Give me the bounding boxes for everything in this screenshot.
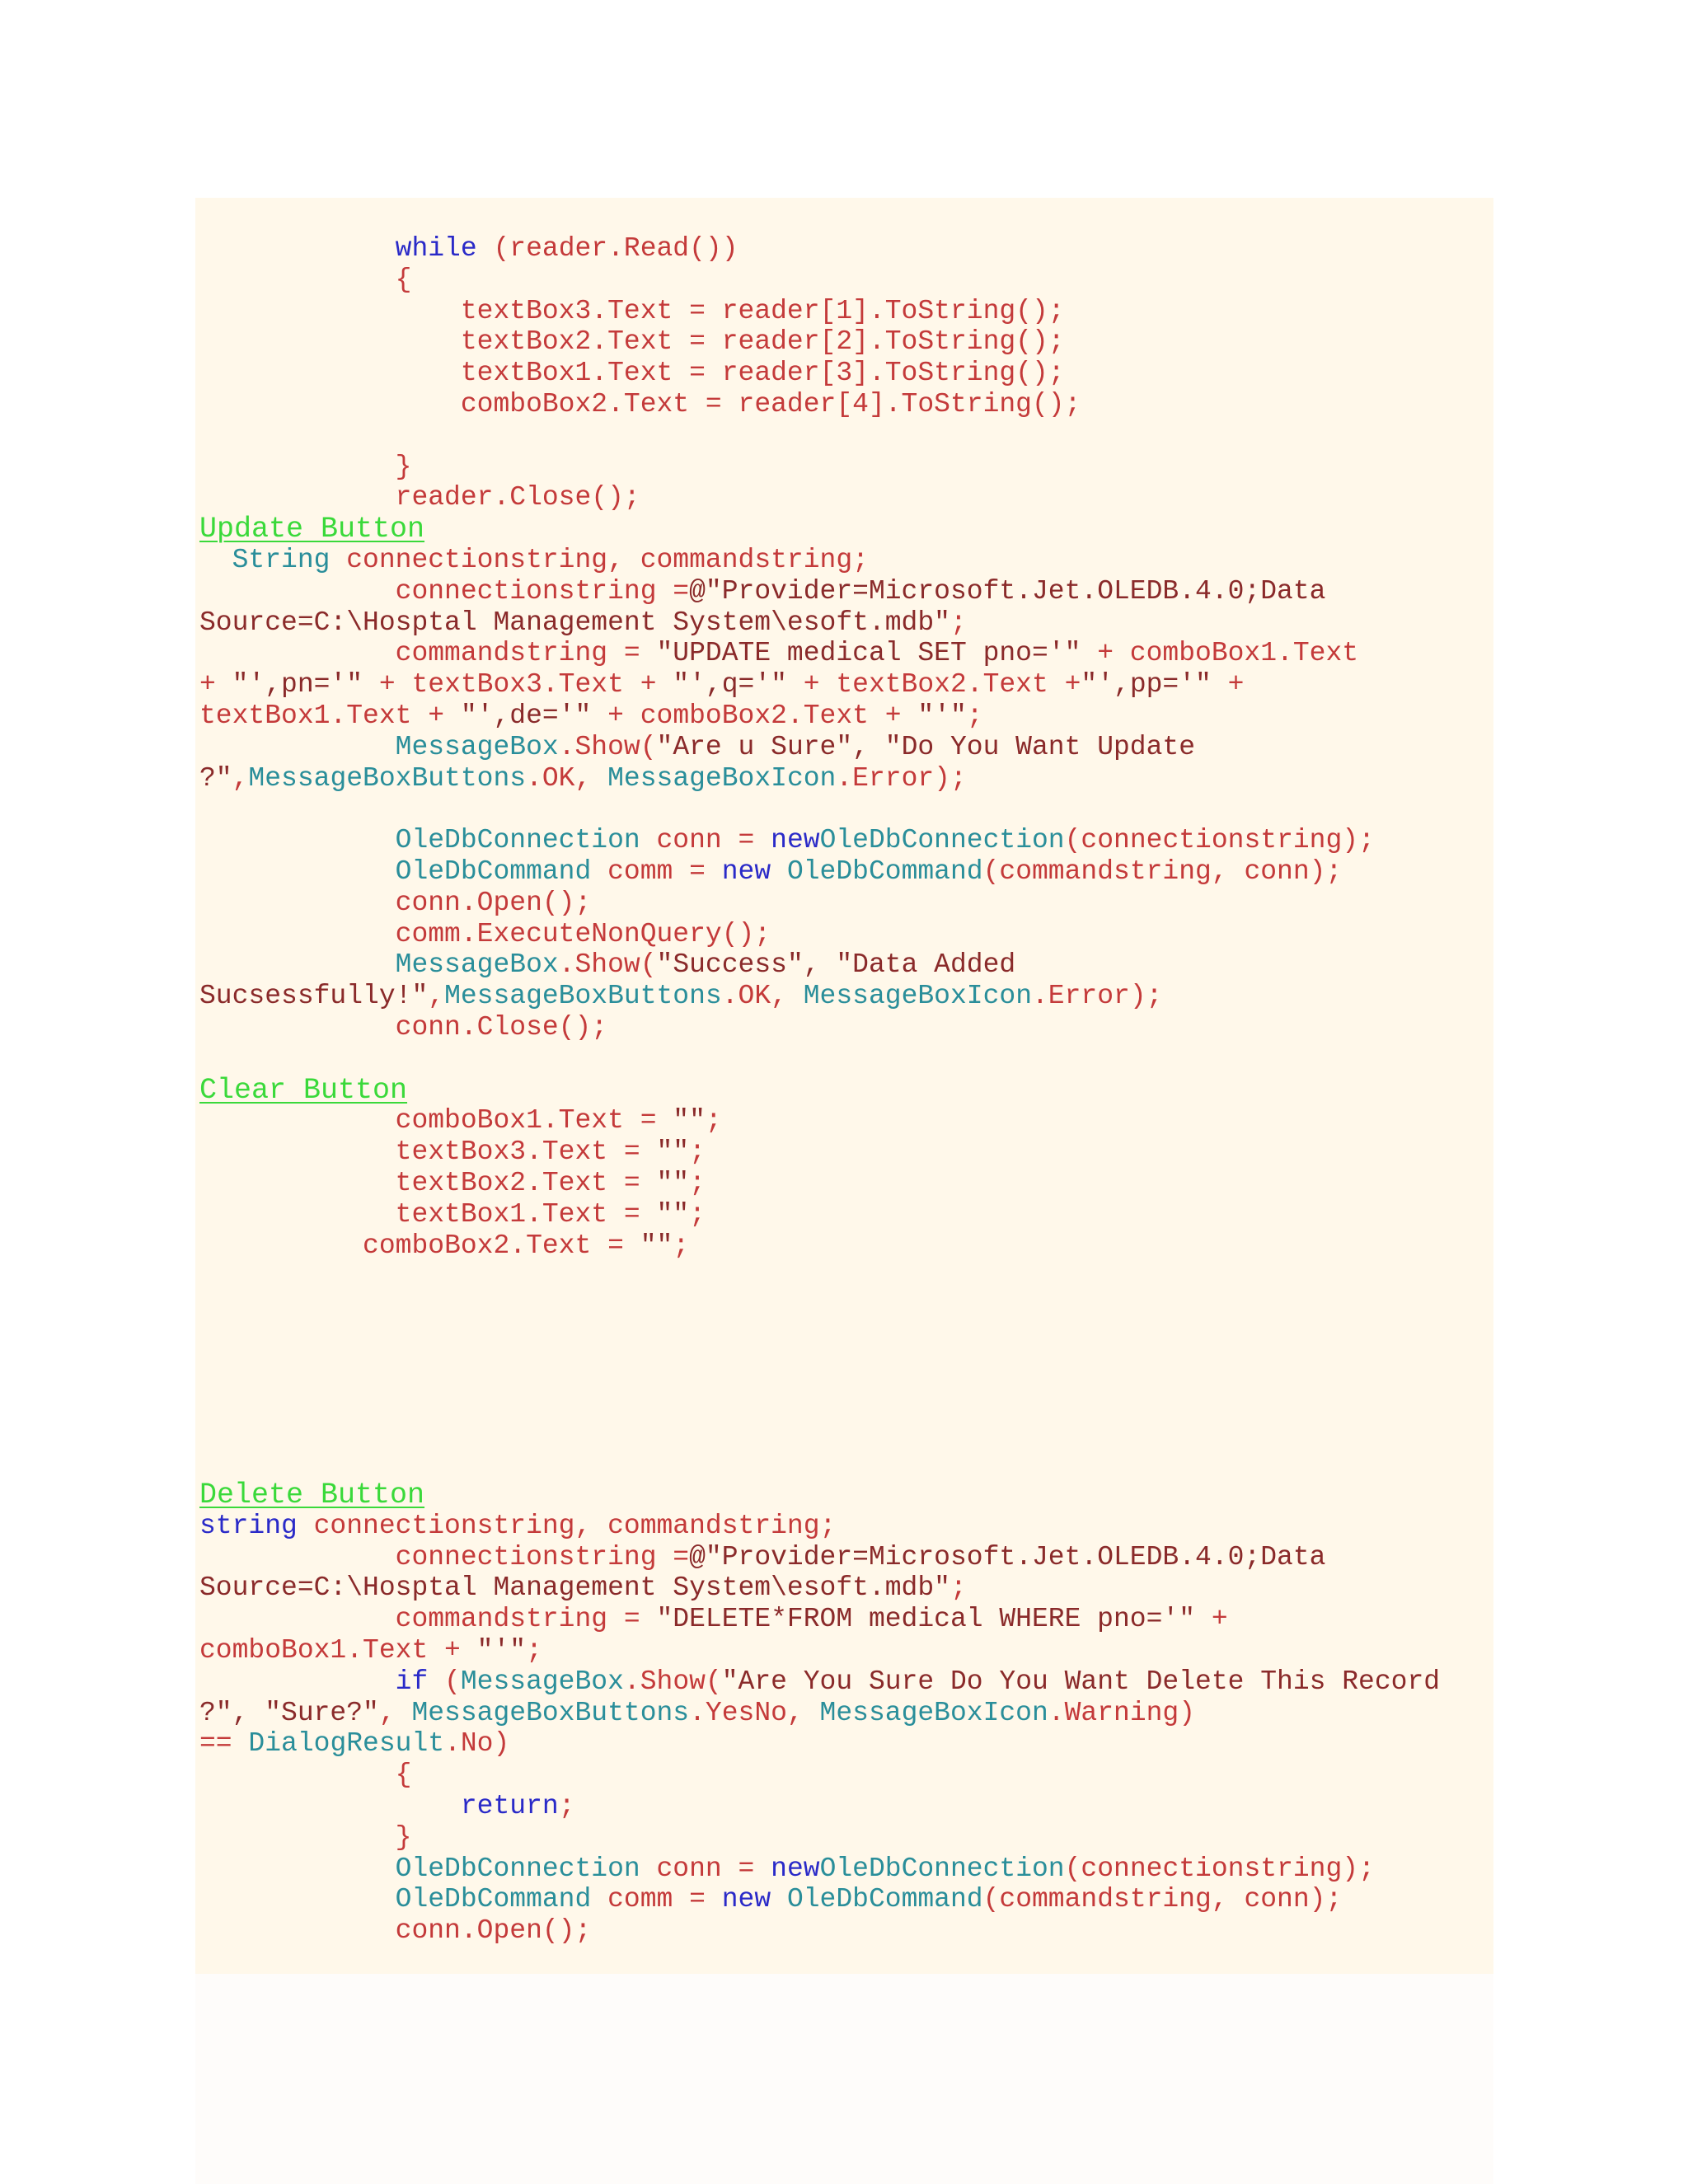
code-token: ;	[673, 1230, 690, 1261]
code-token: "',pn='"	[232, 669, 363, 701]
code-token: comboBox1.Text =	[395, 1105, 673, 1137]
code-indent	[199, 1542, 396, 1572]
code-line	[199, 326, 1065, 358]
code-token	[771, 1884, 787, 1915]
code-token: .Error);	[1032, 981, 1163, 1012]
code-token: DialogResult	[248, 1728, 445, 1760]
code-token: textBox1.Text +	[199, 701, 461, 731]
code-line	[199, 1791, 575, 1822]
code-indent	[199, 1822, 396, 1853]
code-token: new	[771, 1853, 820, 1884]
code-token: connectionstring =	[395, 1541, 690, 1572]
code-token: ;	[950, 1572, 967, 1604]
code-indent	[199, 1884, 396, 1915]
code-token: (commandstring, conn);	[982, 856, 1343, 887]
code-token: ""	[656, 1137, 690, 1168]
code-token: MessageBoxIcon	[607, 762, 837, 794]
code-line	[199, 358, 1065, 389]
code-token: .YesNo,	[689, 1697, 820, 1728]
code-token: string	[199, 1510, 298, 1541]
code-token: textBox2.Text =	[395, 1168, 657, 1198]
code-token: "Are You Sure Do You Want Delete This Record	[721, 1666, 1441, 1697]
code-line	[199, 949, 1015, 981]
code-token: "Success", "Data Added	[656, 949, 1016, 981]
code-line	[199, 1760, 411, 1791]
code-token: MessageBoxIcon	[803, 981, 1032, 1012]
code-indent	[199, 482, 396, 513]
code-indent	[199, 1666, 396, 1697]
code-token: conn =	[640, 1853, 771, 1884]
code-token: ,	[378, 1697, 412, 1728]
code-token: .OK,	[721, 981, 804, 1012]
code-token: + comboBox1.Text	[1081, 638, 1359, 669]
code-token: new	[721, 1884, 771, 1915]
code-token: "',pp='"	[1081, 669, 1212, 701]
code-token: if	[395, 1666, 429, 1697]
code-line	[199, 919, 771, 950]
code-indent	[199, 856, 396, 887]
code-token: {	[395, 1760, 412, 1791]
code-token: while	[395, 233, 477, 264]
code-token: ,	[232, 762, 249, 794]
code-token: new	[721, 856, 771, 887]
code-token: ;	[705, 1105, 722, 1137]
code-token: connectionstring, commandstring;	[297, 1510, 837, 1541]
code-line	[199, 607, 967, 639]
code-indent	[199, 825, 396, 855]
code-indent	[199, 1760, 396, 1790]
section-heading-text: Update Button	[199, 513, 425, 546]
code-token: ?"	[199, 762, 232, 794]
code-indent	[199, 296, 461, 326]
code-token: ==	[199, 1728, 249, 1760]
code-token: ;	[689, 1198, 706, 1230]
code-token: return	[460, 1791, 559, 1821]
code-indent	[199, 1199, 396, 1230]
code-indent	[199, 1915, 396, 1946]
code-line	[199, 825, 1375, 856]
code-token: OleDbCommand	[395, 1884, 592, 1915]
code-indent	[199, 452, 396, 482]
code-indent	[199, 1854, 396, 1884]
code-line	[199, 638, 1358, 669]
code-token: "UPDATE medical SET pno='"	[656, 638, 1081, 669]
code-line	[199, 888, 591, 919]
section-heading	[199, 513, 424, 545]
code-indent	[199, 389, 461, 419]
code-token: .Warning)	[1048, 1697, 1196, 1728]
code-line	[199, 1012, 607, 1043]
code-token: (commandstring, conn);	[982, 1884, 1343, 1915]
code-token: OleDbConnection	[819, 825, 1065, 856]
code-line	[199, 1230, 689, 1262]
section-heading-text: Clear Button	[199, 1073, 408, 1107]
code-line	[199, 1542, 1325, 1573]
code-token: +	[1211, 669, 1245, 701]
code-token: OleDbConnection	[395, 1853, 640, 1884]
code-line	[199, 452, 411, 483]
code-token: connectionstring, commandstring;	[330, 545, 869, 575]
code-indent	[199, 358, 461, 388]
code-token: ;	[689, 1137, 706, 1168]
code-indent	[199, 919, 396, 949]
code-token: textBox3.Text = reader[1].ToString();	[460, 295, 1065, 326]
code-token: Sucsessfully!"	[199, 981, 429, 1012]
code-token: .OK,	[526, 762, 608, 794]
code-line	[199, 981, 1162, 1012]
code-line	[199, 296, 1065, 327]
code-token: comboBox2.Text =	[363, 1230, 640, 1261]
code-indent	[199, 576, 396, 607]
section-heading-text: Delete Button	[199, 1479, 425, 1511]
code-token: }	[395, 451, 412, 482]
code-token: comm.ExecuteNonQuery();	[395, 918, 771, 949]
code-token: "',de='"	[460, 701, 592, 731]
code-token: +	[1195, 1604, 1228, 1635]
code-token: MessageBoxButtons	[248, 762, 527, 794]
code-token: .Error);	[836, 762, 967, 794]
code-token: +	[199, 669, 232, 701]
code-line	[199, 1511, 836, 1542]
code-indent	[199, 326, 461, 357]
code-token: ""	[673, 1105, 706, 1137]
code-indent	[199, 545, 232, 575]
code-token: .Show(	[558, 949, 657, 981]
code-line	[199, 265, 411, 296]
code-line	[199, 1915, 591, 1947]
code-line	[199, 1168, 706, 1199]
section-heading	[199, 1479, 424, 1511]
code-line	[199, 1822, 411, 1854]
code-token: conn.Close();	[395, 1012, 608, 1043]
code-indent	[199, 265, 396, 295]
code-token: commandstring =	[395, 638, 657, 669]
code-indent	[199, 1604, 396, 1634]
code-token: .No)	[444, 1728, 510, 1760]
code-line	[199, 1666, 1440, 1698]
code-token: OleDbConnection	[395, 825, 640, 856]
code-line	[199, 233, 738, 265]
code-token: MessageBoxButtons	[411, 1697, 690, 1728]
code-indent	[199, 1137, 396, 1167]
code-line	[199, 669, 1244, 701]
code-indent	[199, 1168, 396, 1198]
code-line	[199, 482, 640, 513]
code-token: {	[395, 264, 412, 295]
code-token: .Show(	[558, 731, 657, 762]
code-token: (	[428, 1666, 461, 1697]
code-token: ""	[656, 1198, 690, 1230]
code-indent	[199, 1105, 396, 1136]
code-token: ;	[689, 1168, 706, 1198]
code-line	[199, 1137, 706, 1168]
code-token: (connectionstring);	[1064, 825, 1375, 856]
code-indent	[199, 949, 396, 980]
code-line	[199, 856, 1342, 888]
code-token: textBox2.Text = reader[2].ToString();	[460, 326, 1065, 358]
code-line	[199, 1854, 1375, 1885]
code-line	[199, 545, 869, 576]
code-indent	[199, 1230, 363, 1261]
code-token: MessageBoxIcon	[819, 1697, 1048, 1728]
code-token: commandstring =	[395, 1604, 657, 1635]
code-token: ;	[950, 607, 967, 638]
code-token: connectionstring =	[395, 575, 690, 607]
code-indent	[199, 233, 396, 264]
code-token: comboBox1.Text +	[199, 1635, 477, 1666]
code-token: Source=C:\Hosptal Management System\esoft.mdb"	[199, 607, 950, 638]
code-token: MessageBoxButtons	[444, 981, 722, 1012]
code-token: ""	[656, 1168, 690, 1198]
code-token: OleDbCommand	[786, 1884, 983, 1915]
code-line	[199, 732, 1195, 763]
code-indent	[199, 638, 396, 668]
code-token: ?", "Sure?"	[199, 1697, 379, 1728]
code-token: + comboBox2.Text +	[591, 701, 918, 731]
code-token: (reader.Read())	[476, 233, 738, 264]
code-token: ;	[966, 701, 983, 731]
code-token: OleDbConnection	[819, 1853, 1065, 1884]
code-line	[199, 1884, 1342, 1915]
code-token: String	[232, 545, 331, 575]
code-indent	[199, 1791, 461, 1821]
code-token: + textBox3.Text +	[363, 669, 673, 701]
code-token: conn.Open();	[395, 1915, 592, 1947]
code-token: OleDbCommand	[786, 856, 983, 887]
code-line	[199, 1199, 706, 1230]
code-line	[199, 763, 967, 794]
code-line	[199, 1572, 967, 1604]
code-token: OleDbCommand	[395, 856, 592, 887]
code-token: + textBox2.Text +	[786, 669, 1081, 701]
code-token: textBox3.Text =	[395, 1137, 657, 1168]
code-token: ;	[526, 1635, 542, 1666]
code-token: "',q='"	[673, 669, 787, 701]
code-token: reader.Close();	[395, 482, 640, 513]
code-token: MessageBox	[395, 949, 559, 981]
code-token: @"Provider=Microsoft.Jet.OLEDB.4.0;Data	[689, 1541, 1326, 1572]
section-heading	[199, 1075, 407, 1106]
code-indent	[199, 1012, 396, 1043]
code-line	[199, 1698, 1195, 1729]
code-line	[199, 1728, 509, 1760]
code-token: "Are u Sure", "Do You Want Update	[656, 731, 1196, 762]
code-token: comboBox2.Text = reader[4].ToString();	[460, 389, 1081, 419]
code-line	[199, 576, 1325, 607]
code-line	[199, 389, 1081, 420]
code-token: .Show(	[623, 1666, 722, 1697]
code-indent	[199, 732, 396, 762]
code-token: textBox1.Text =	[395, 1198, 657, 1230]
code-line	[199, 701, 983, 732]
code-token: Source=C:\Hosptal Management System\esoft.mdb"	[199, 1572, 950, 1604]
code-token: comm =	[591, 1884, 722, 1915]
code-token: MessageBox	[460, 1666, 624, 1697]
code-line	[199, 1635, 542, 1666]
code-token: "'"	[476, 1635, 527, 1666]
code-token: conn =	[640, 825, 771, 856]
code-token: ;	[558, 1791, 575, 1821]
code-token: "DELETE*FROM medical WHERE pno='"	[656, 1604, 1196, 1635]
code-token: ""	[640, 1230, 673, 1261]
code-token: new	[771, 825, 820, 856]
code-token: (connectionstring);	[1064, 1853, 1375, 1884]
code-indent	[199, 888, 396, 918]
code-token: textBox1.Text = reader[3].ToString();	[460, 358, 1065, 389]
code-token: ,	[428, 981, 445, 1012]
code-token: "'"	[917, 701, 967, 731]
code-token	[771, 856, 787, 887]
code-token: @"Provider=Microsoft.Jet.OLEDB.4.0;Data	[689, 575, 1326, 607]
code-line	[199, 1604, 1228, 1635]
code-line	[199, 1105, 722, 1137]
code-token: comm =	[591, 856, 722, 887]
code-token: conn.Open();	[395, 887, 592, 918]
code-token: MessageBox	[395, 731, 559, 762]
code-token: }	[395, 1821, 412, 1853]
